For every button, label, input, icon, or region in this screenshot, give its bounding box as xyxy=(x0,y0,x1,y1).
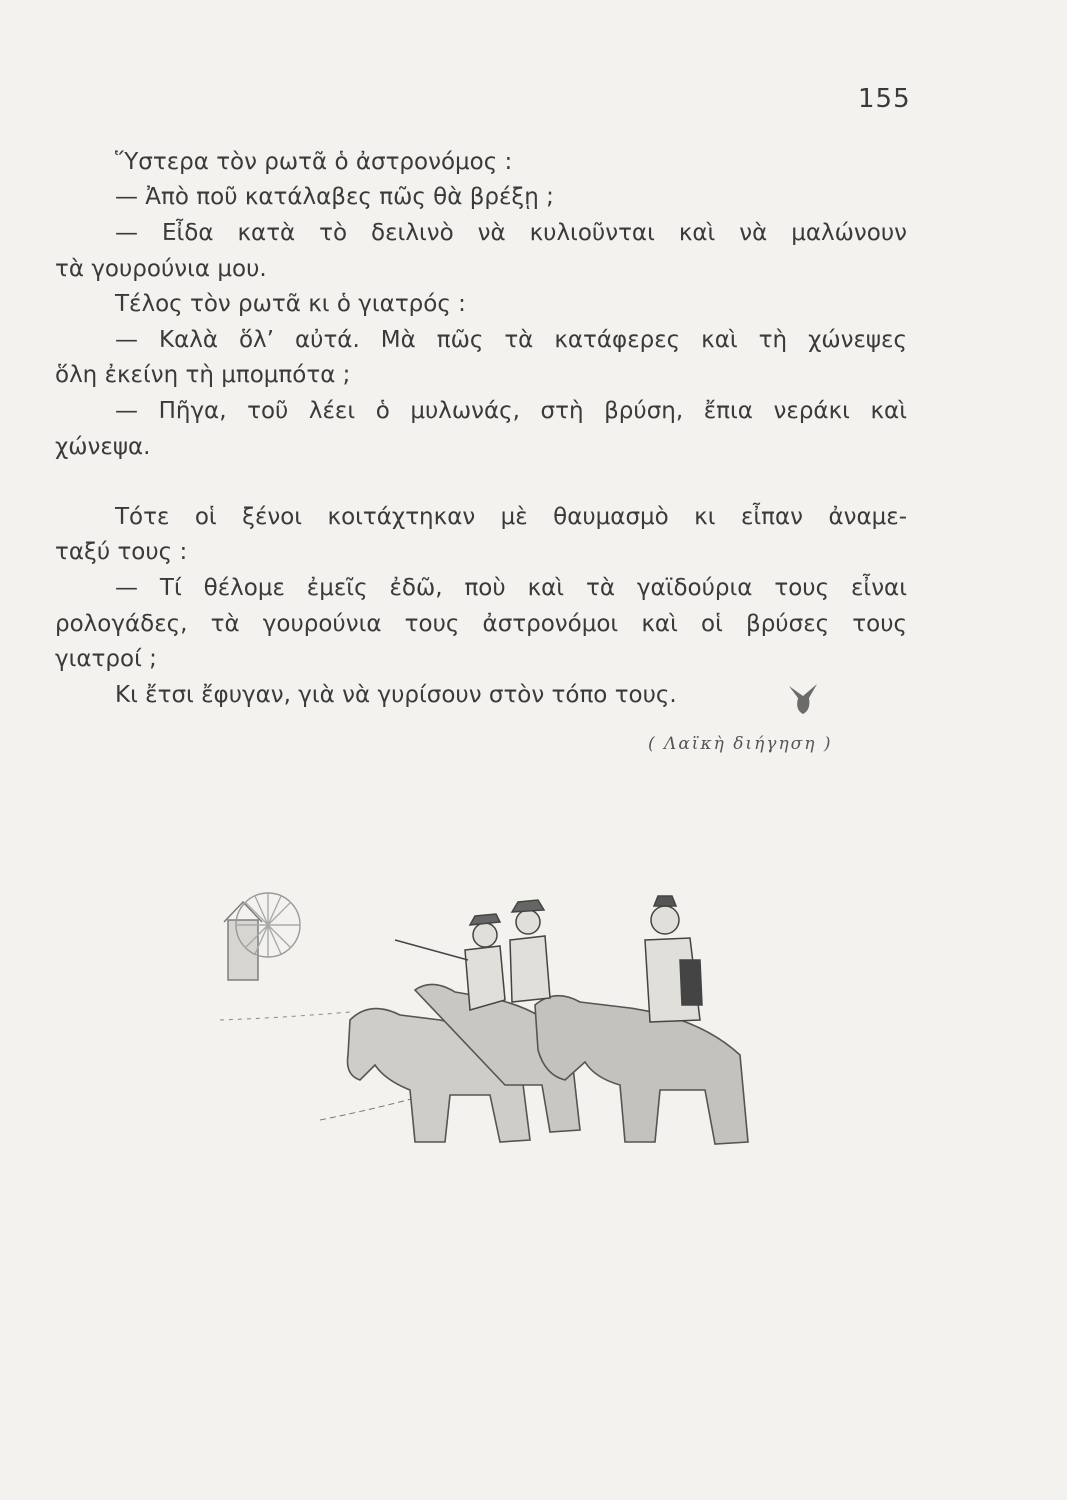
text-line: — Πῆγα, τοῦ λέει ὁ μυλωνάς, στὴ βρύση, ἔπια νεράκι καὶ xyxy=(115,398,907,424)
text-line: γιατροί ; xyxy=(55,646,157,672)
text-line: — Τί θέλομε ἐμεῖς ἐδῶ, ποὺ καὶ τὰ γαϊδούρια τους εἶναι xyxy=(115,575,907,601)
text-line: Ὕστερα τὸν ρωτᾶ ὁ ἀστρονόμος : xyxy=(115,149,513,175)
text-line: — Καλὰ ὅλ’ αὐτά. Μὰ πῶς τὰ κατάφερες καὶ τὴ χώνεψες xyxy=(115,327,907,353)
text-line: τὰ γουρούνια μου. xyxy=(55,256,267,282)
text-line: χώνεψα. xyxy=(55,434,151,460)
text-line: — Ἀπὸ ποῦ κατάλαβες πῶς θὰ βρέξῃ ; xyxy=(115,184,554,210)
riders-illustration xyxy=(200,880,760,1160)
text-line: — Εἶδα κατὰ τὸ δειλινὸ νὰ κυλιοῦνται καὶ νὰ μαλώνουν xyxy=(115,220,907,246)
text-line: Τότε οἱ ξένοι κοιτάχτηκαν μὲ θαυμασμὸ κι εἶπαν ἀναμε- xyxy=(115,504,907,530)
text-line: Τέλος τὸν ρωτᾶ κι ὁ γιατρός : xyxy=(115,291,466,317)
end-ornament xyxy=(785,680,821,718)
text-line: ταξύ τους : xyxy=(55,539,188,565)
page-number: 155 xyxy=(858,84,911,114)
text-line: ρολογάδες, τὰ γουρούνια τους ἀστρονόμοι καὶ οἱ βρύσες τους xyxy=(55,611,907,637)
text-line: Κι ἔτσι ἔφυγαν, γιὰ νὰ γυρίσουν στὸν τόπο τους. xyxy=(115,682,677,708)
text-line: ὅλη ἐκείνη τὴ μπομπότα ; xyxy=(55,362,351,388)
attribution: ( Λαϊκὴ διήγηση ) xyxy=(648,734,833,754)
windmill xyxy=(224,893,300,980)
